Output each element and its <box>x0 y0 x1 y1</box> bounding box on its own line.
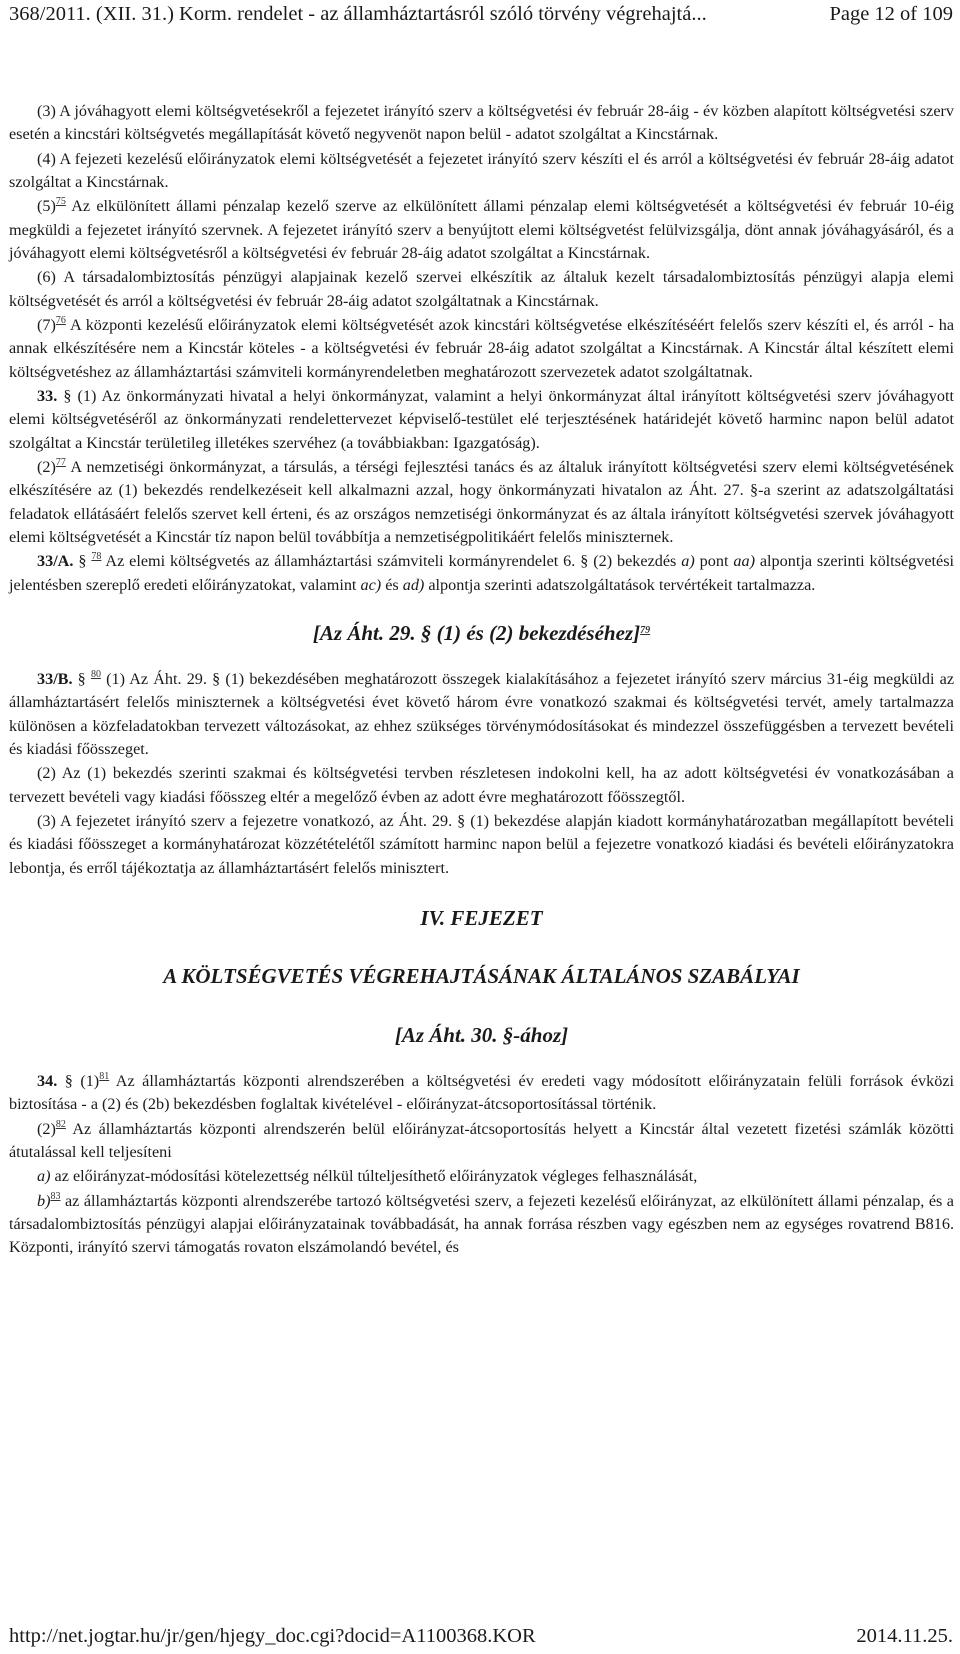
chapter-reference: [Az Áht. 30. §-ához] <box>394 1022 569 1047</box>
footnote-link[interactable]: 78 <box>91 551 102 563</box>
document-title: 368/2011. (XII. 31.) Korm. rendelet - az államháztartásról szóló törvény végrehajtá... <box>9 3 707 25</box>
paragraph-text: pont <box>694 552 734 571</box>
page-counter: Page 12 of 109 <box>829 3 953 25</box>
paragraph <box>9 1070 954 1117</box>
paragraph-number: (2) <box>37 1119 56 1138</box>
footnote-link[interactable]: 83 <box>50 1190 61 1202</box>
paragraph-number: § (1) <box>57 1071 100 1090</box>
list-item <box>9 1190 954 1260</box>
section-number: 33/B. <box>37 669 73 688</box>
footnote-link[interactable]: 77 <box>55 457 66 469</box>
footnote-link[interactable]: 80 <box>90 668 101 680</box>
paragraph: (2) Az (1) bekezdés szerinti szakmai és költségvetési tervben részletesen indokolni kell, ha az adott költségvetési év vonatkozásában a tervezett bevételi vagy kiadási főösszeg eltér a megelőző évben az adott évre meghatározott főösszegtől. <box>9 764 954 806</box>
footnote-link[interactable]: 81 <box>99 1070 110 1082</box>
paragraph-text: Az elemi költségvetés az államháztartási számviteli kormányrendelet 6. § (2) bekezdés <box>101 552 682 571</box>
paragraph-text: az előirányzat-módosítási kötelezettség nélkül túlteljesíthető előirányzatok végleges felhasználását, <box>50 1167 698 1186</box>
list-item <box>9 1165 954 1188</box>
paragraph <box>9 1118 954 1165</box>
paragraph <box>9 456 954 549</box>
paragraph-text: Az államháztartás központi alrendszerében a költségvetési év eredeti vagy módosított előirányzatain felüli források évközi biztosítása - a (2) és (2b) bekezdésben foglaltak kivételével - előirányzat-átcsoportosítással történik. <box>9 1071 955 1114</box>
subsection-heading-text: [Az Áht. 29. § (1) és (2) bekezdéséhez] <box>312 620 641 645</box>
section-sign: § <box>72 669 86 688</box>
paragraph-text: és <box>381 575 403 594</box>
list-marker: b) <box>37 1191 51 1210</box>
section-number: 33/A. <box>37 552 74 571</box>
paragraph <box>9 314 954 384</box>
paragraph <box>9 550 954 597</box>
paragraph-text: Az államháztartás központi alrendszerén belül előirányzat-átcsoportosítás helyett a Kincstár által vezetett fizetési számlák közötti átutalással kell teljesíteni <box>9 1119 954 1161</box>
paragraph: (6) A társadalombiztosítás pénzügyi alapjainak kezelő szervei elkészítik az általuk kezelt társadalombiztosítás pénzügyi alapja elemi költségvetését és arról a költségvetési év február 28-áig adatot szolgáltatnak a Kincstárnak. <box>9 268 954 310</box>
paragraph-text: alpontja szerinti adatszolgáltatások tervértékeit tartalmazza. <box>424 575 816 594</box>
italic-ref: aa) <box>733 552 755 571</box>
italic-ref: ac) <box>360 575 382 594</box>
paragraph-text: (1) Az Áht. 29. § (1) bekezdésében meghatározott összegek kialakításához a fejezetet irányító szerv március 31-éig megküldi az államháztartásért felelős miniszternek a költségvetési évet követő három évre vonatkozó szakmai és költségvetési tervét, amely tartalmazza különösen a közfeladatokban tervezett változásokat, az ehhez szükséges törvénymódosításokat és mindezzel összefüggésben a tervezett bevételi és kiadási főösszeget. <box>9 669 955 758</box>
paragraph-text: Az elkülönített állami pénzalap kezelő szerve az elkülönített állami pénzalap elemi költségvetését a költségvetési év február 10-éig megküldi a fejezetet irányító szervnek. A fejezetet irányító szerv a benyújtott elemi költségvetést felülvizsgálja, dönt annak jóváhagyásáról, és a jóváhagyott elemi költségvetésről a költségvetési év február 28-áig adatot szolgáltat a Kincstárnak. <box>9 197 954 262</box>
section-number: 33. <box>37 387 58 406</box>
document-body <box>9 100 954 1261</box>
paragraph-text: alpontja szerinti költségvetési jelentésben szereplő eredeti előirányzatokat, valamint <box>9 552 955 594</box>
paragraph-number: (2) <box>37 458 56 477</box>
paragraph <box>9 195 954 265</box>
paragraph-text: A központi kezelésű előirányzatok elemi költségvetését azok kincstári költségvetése elkészítéséért felelős szerv készíti el, és arról - ha annak elkészítésére nem a Kincstár köteles - a költségvetési év február 28-áig adatot szolgáltat a Kincstárnak. A Kincstár által készített elemi költségvetéshez az államháztartási számviteli kormányrendeletben meghatározott szervezetek adatot szolgáltatnak. <box>9 316 954 381</box>
source-url[interactable]: http://net.jogtar.hu/jr/gen/hjegy_doc.cgi?docid=A1100368.KOR <box>9 1625 536 1647</box>
page-header <box>9 0 953 28</box>
italic-ref: ad) <box>402 575 425 594</box>
subsection-heading <box>9 598 954 668</box>
paragraph: (3) A jóváhagyott elemi költségvetésekről a fejezetet irányító szerv a költségvetési év február 28-áig - év közben alapított költségvetési szerv esetén a kincstári költségvetés megállapítását követő negyvenöt napon belül - adatot szolgáltat a Kincstárnak. <box>9 102 954 144</box>
paragraph <box>9 668 954 761</box>
list-marker: a) <box>37 1167 51 1186</box>
chapter-title: A KÖLTSÉGVETÉS VÉGREHAJTÁSÁNAK ÁLTALÁNOS SZABÁLYAI <box>163 963 800 988</box>
page-footer <box>9 1622 953 1650</box>
paragraph: (3) A fejezetet irányító szerv a fejezetre vonatkozó, az Áht. 29. § (1) bekezdése alapján kiadott kormányhatározatban megállapított bevételi és kiadási főösszeget a kormányhatározat közzétételétől számított harminc napon belül a fejezetre vonatkozó kiadási és bevételi előirányzatokra lebontja, és erről tájékoztatja az államháztartásért felelős minisztert. <box>9 811 954 877</box>
paragraph: (4) A fejezeti kezelésű előirányzatok elemi költségvetését a fejezetet irányító szerv készíti el és arról a költségvetési év február 28-áig adatot szolgáltat a Kincstárnak. <box>9 149 954 191</box>
paragraph-text: A nemzetiségi önkormányzat, a társulás, a térségi fejlesztési tanács és az általuk irányított költségvetési szerv elemi költségvetésének elkészítésére az (1) bekezdés rendelkezéseit kell alkalmazni azzal, hogy önkormányzati hivatalon az Áht. 27. §-a szerint az adatszolgáltatási feladatok ellátásáért felelős szervet kell érteni, és az országos nemzetiségi önkormányzat és az általa irányított költségvetési szervek jóváhagyott elemi költségvetését a Kincstár tíz napon belül továbbítja a nemzetiségpolitikáért felelős miniszternek. <box>9 458 954 546</box>
italic-ref: a) <box>681 552 695 571</box>
footnote-link[interactable]: 76 <box>55 315 66 327</box>
footnote-link[interactable]: 75 <box>55 196 66 208</box>
footnote-link[interactable]: 82 <box>55 1118 66 1130</box>
paragraph-text: az államháztartás központi alrendszerébe tartozó költségvetési szerv, a fejezeti kezelésű előirányzat, az elkülönített állami pénzalap, és a társadalombiztosítás pénzügyi alapjai előirányzatainak továbbadását, ha annak forrása részben vagy egészben nem az egységes rovatrend B816. Központi, irányító szervi támogatás rovaton elszámolandó bevétel, és <box>9 1191 954 1257</box>
section-sign: § <box>73 552 87 571</box>
print-date: 2014.11.25. <box>856 1625 953 1647</box>
footnote-link[interactable]: 79 <box>640 624 651 636</box>
paragraph <box>9 385 954 455</box>
paragraph-text: § (1) Az önkormányzati hivatal a helyi önkormányzat, valamint a helyi önkormányzat által irányított költségvetési szerv jóváhagyott elemi költségvetéséről az önkormányzati rendelettervezet képviselő-testület elé terjesztésének határidejét követő harminc napon belül adatot szolgáltat a Kincstár területileg illetékes szervéhez (a továbbiakban: Igazgatóság). <box>9 387 954 452</box>
section-number: 34. <box>37 1071 58 1090</box>
paragraph-number: (5) <box>37 197 56 216</box>
paragraph-number: (7) <box>37 316 56 335</box>
chapter-number: IV. FEJEZET <box>420 905 543 930</box>
